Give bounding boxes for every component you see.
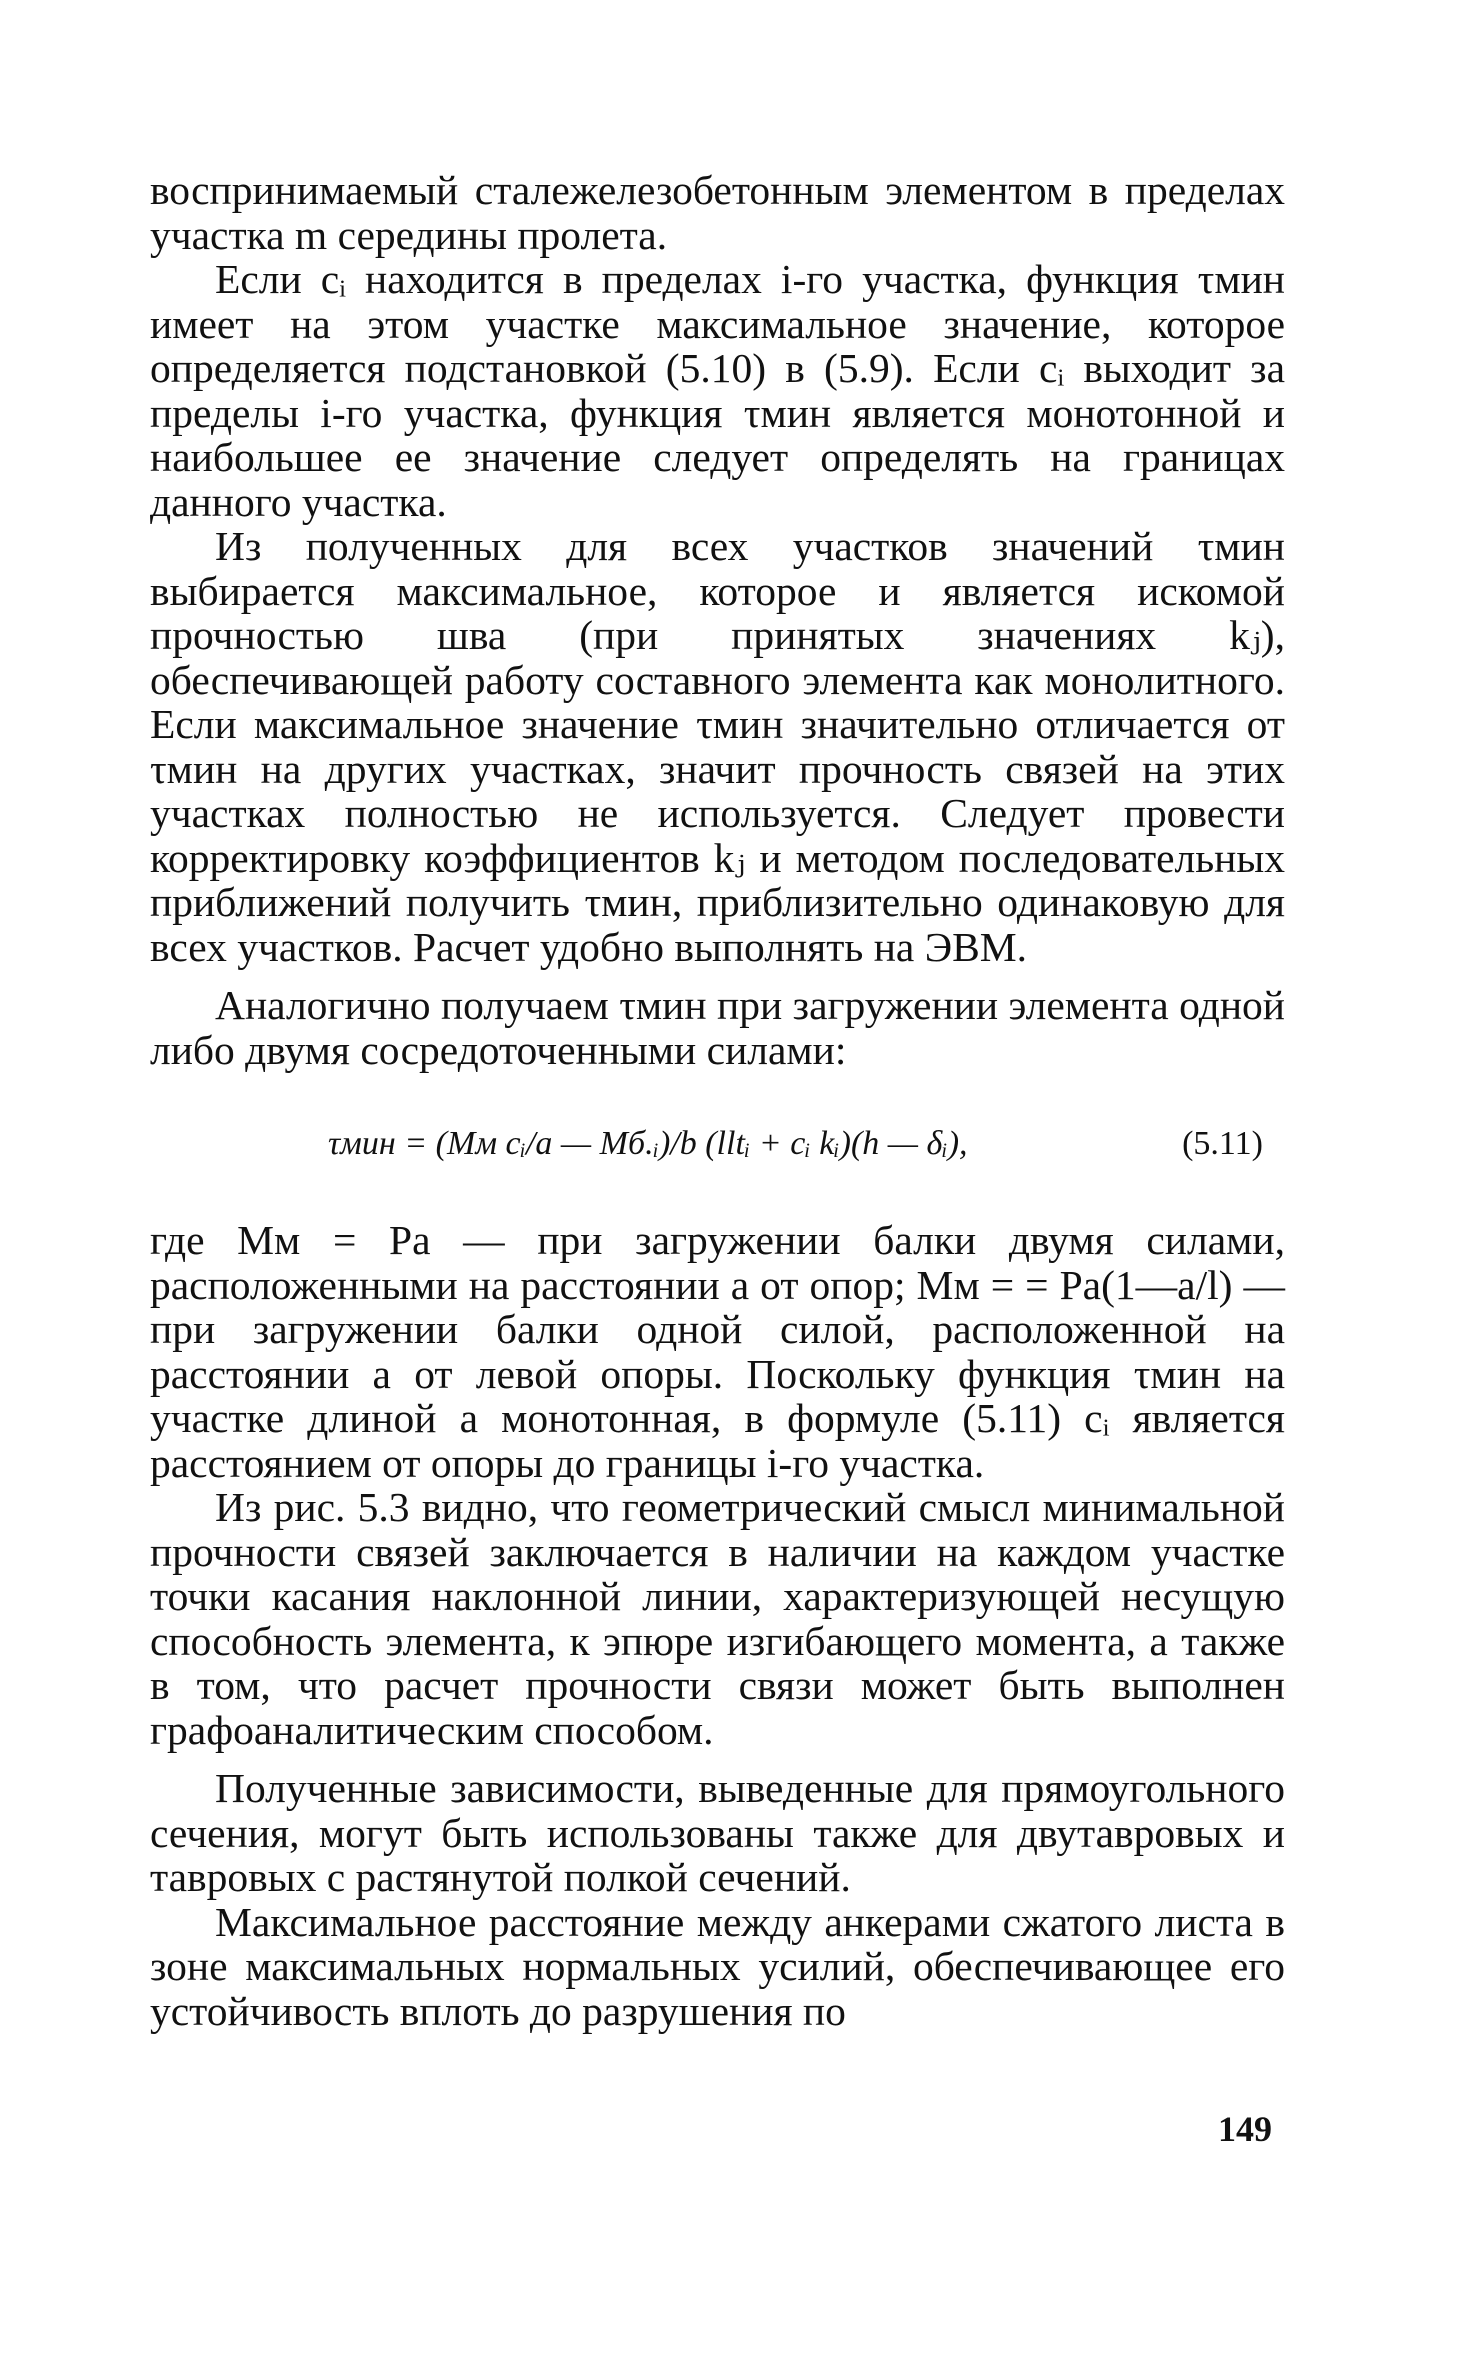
formula-expression: τмин = (Mм cᵢ/a — Mб.ᵢ)/b (lltᵢ + cᵢ kᵢ)(h — δᵢ),: [328, 1125, 968, 1162]
page-content: [150, 168, 1285, 2033]
formula-5-11: [150, 1098, 1285, 1190]
paragraph-4: Аналогично получаем τмин при загружении элемента одной либо двумя сосредоточенными силами:: [150, 982, 1285, 1073]
paragraph-5: где Mм = Pa — при загружении балки двумя силами, расположенными на расстоянии a от опор; Mм = = Pa(1—a/l) — при загружении балки одной силой, расположенной на расстоянии a от левой опоры. Поскольку функция τмин на участке длиной a монотонная, в формуле (5.11) cᵢ является расстоянием от опоры до границы i-го участка.: [150, 1217, 1285, 1486]
page-number: 149: [1218, 2109, 1272, 2149]
paragraph-8: Максимальное расстояние между анкерами сжатого листа в зоне максимальных нормальных усилий, обеспечивающее его устойчивость вплоть до разрушения по: [150, 1898, 1285, 2034]
paragraph-3: Из полученных для всех участков значений τмин выбирается максимальное, которое и является искомой прочностью шва (при принятых значениях kⱼ), обеспечивающей работу составного элемента как монолитного. Если максимальное значение τмин значительно отличается от τмин на других участках, значит прочность связей на этих участках полностью не используется. Следует провести корректировку коэффициентов kⱼ и методом последовательных приближений получить τмин, приблизительно одинаковую для всех участков. Расчет удобно выполнять на ЭВМ.: [150, 523, 1285, 970]
paragraph-6: Из рис. 5.3 видно, что геометрический смысл минимальной прочности связей заключается в наличии на каждом участке точки касания наклонной линии, характеризующей несущую способность элемента, к эпюре изгибающего момента, а также в том, что расчет прочности связи может быть выполнен графоаналитическим способом.: [150, 1484, 1285, 1753]
formula-number: (5.11): [1182, 1125, 1263, 1162]
paragraph-1: воспринимаемый сталежелезобетонным элементом в пределах участка m середины пролета.: [150, 167, 1285, 258]
paragraph-7: Полученные зависимости, выведенные для прямоугольного сечения, могут быть использованы также для двутавровых и тавровых с растянутой полкой сечений.: [150, 1765, 1285, 1900]
paragraph-2: Если cᵢ находится в пределах i-го участка, функция τмин имеет на этом участке максимальное значение, которое определяется подстановкой (5.10) в (5.9). Если cᵢ выходит за пределы i-го участка, функция τмин является монотонной и наибольшее ее значение следует определять на границах данного участка.: [150, 256, 1285, 525]
